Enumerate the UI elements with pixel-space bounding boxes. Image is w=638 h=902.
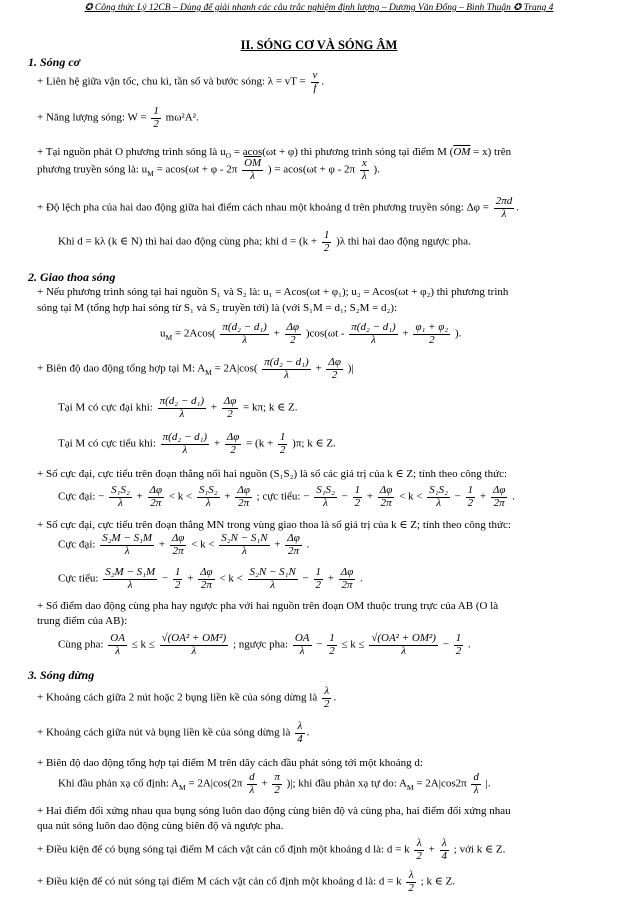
text-line: + Biên độ dao động tổng hợp tại điểm M trên dây cách đầu phát sóng tới một khoảng d: (37, 757, 423, 769)
text-line: + Tại nguồn phát O phương trình sóng là $u_O = acos(\omega t + \varphi)$ thì phương trình sóng tại điểm M $(\overline{OM} = x)$ trên (37, 146, 512, 161)
page-header: ✪ Công thức Lý 12CB – Dùng để giải nhanh các câu trắc nghiệm định lượng – Dương Văn Đổng – Bình Thuận ✪ Trang 4 (84, 3, 554, 13)
text-line: + Số cực đại, cực tiểu trên đoạn thẳng MN trong vùng giao thoa là số giá trị của k ∈ Z; tính theo công thức: (37, 519, 511, 531)
formula-line: Cực đại: $\frac{\text{S₂M − S₁M}}{\lambda}$ + $\frac{\Delta\varphi}{2\pi}$ < k < $\frac{\text{S₂N − S₁N}}{\lambda}$ + $\frac{\Delta\varphi}{2\pi}$ . (58, 532, 310, 557)
text-line: + Nếu phương trình sóng tại hai nguồn S₁ và S₂ là: u₁ = Acos(ωt + φ₁); u₂ = Acos(ωt + φ₂) thì phương trình (37, 286, 509, 298)
section-heading: 1. Sóng cơ (28, 55, 81, 69)
formula-line: Cực tiểu: $\frac{\text{S₂M − S₁M}}{\lambda}$ − $\frac{1}{2}$ + $\frac{\Delta\varphi}{2\pi}$ < k < $\frac{\text{S₂N − S₁N}}{\lambda}$ − $\frac{1}{2}$ + $\frac{\Delta\varphi}{2\pi}$ . (58, 566, 363, 591)
page-title: II. SÓNG CƠ VÀ SÓNG ÂM (240, 38, 398, 52)
text-line: + Năng lượng sóng: W = $\frac{1}{2}$ mω²A². (37, 105, 199, 130)
formula-line: Tại M có cực đại khi: $\frac{\text{π(d₂ − d₁)}}{\lambda}$ + $\frac{\Delta\varphi}{2}$ = kπ; k ∈ Z. (58, 395, 298, 420)
section-heading: 3. Sóng dừng (28, 668, 95, 682)
text-line: + Số điểm dao động cùng pha hay ngược pha với hai nguồn trên đoạn OM thuộc trung trực của AB (O là (37, 600, 499, 612)
formula-line: + Biên độ dao động tổng hợp tại M: $A_M = 2A|\cos$( $\frac{\text{π(d₂ − d₁)}}{\lambda}$ + $\frac{\Delta\varphi}{2}$ )| (37, 356, 354, 381)
text-line: Khi d = kλ (k ∈ N) thì hai dao động cùng pha; khi d = (k + $\frac{1}{2}$ )λ thì hai dao động ngược pha. (58, 229, 471, 254)
section-heading: 2. Giao thoa sóng (28, 270, 116, 284)
text-line: + Độ lệch pha của hai dao động giữa hai điểm cách nhau một khoảng d trên phương truyền sóng: Δφ = $\frac{2\pi d}{\lambda}$ . (37, 195, 520, 220)
text-line: qua nút sóng luôn dao động cùng biên độ và ngược pha. (37, 820, 284, 832)
formula-line: + Điều kiện để có bụng sóng tại điểm M cách vật cản cố định một khoảng d là: d = k $\frac{\lambda}{2}$ + $\frac{\lambda}{4}$ ; với k ∈ Z. (37, 837, 506, 862)
formula-line: Cùng pha: $\frac{OA}{\lambda}$ ≤ k ≤ $\frac{\text{√(OA² + OM²)}}{\lambda}$ ; ngược pha: $\frac{OA}{\lambda}$ − $\frac{1}{2}$ ≤ k ≤ $\frac{\text{√(OA² + OM²)}}{\lambda}$ − $\frac{1}{2}$ . (58, 632, 471, 657)
formula-line: + Điều kiện để có nút sóng tại điểm M cách vật cản cố định một khoảng d là: d = k $\frac{\lambda}{2}$ ; k ∈ Z. (37, 869, 456, 894)
formula-line: $u_M = 2Acos$( $\frac{\text{π(d₂ − d₁)}}{\lambda}$ + $\frac{\Delta\varphi}{2}$ )cos(ωt - $\frac{\text{π(d₂ − d₁)}}{\lambda}$ + $\frac{\text{φ₁ + φ₂}}{2}$ ). (160, 321, 462, 346)
text-line: + Liên hệ giữa vận tốc, chu kì, tần số và bước sóng: λ = vT = $\frac{v}{f}$ . (37, 69, 325, 94)
formula-line: Khi đầu phản xạ cố định: $A_M = 2A|\cos(2\pi$ $\frac{d}{\lambda}$ + $\frac{\pi}{2}$ )|; khi đầu phản xạ tự do: $A_M = 2A|\cos 2\pi$ $\frac{d}{\lambda}$ |. (58, 771, 491, 796)
formula-line: Cực đại: − $\frac{\text{S₁S₂}}{\lambda}$ + $\frac{\Delta\varphi}{2\pi}$ < k < $\frac{\text{S₁S₂}}{\lambda}$ + $\frac{\Delta\varphi}{2\pi}$ ; cực tiểu: − $\frac{\text{S₁S₂}}{\lambda}$ − $\frac{1}{2}$ + $\frac{\Delta\varphi}{2\pi}$ < k < $\frac{\text{S₁S₂}}{\lambda}$ − $\frac{1}{2}$ + $\frac{\Delta\varphi}{2\pi}$ . (58, 484, 515, 509)
text-line: trung điểm của AB): (37, 615, 128, 627)
text-line: + Khoảng cách giữa 2 nút hoặc 2 bụng liền kề của sóng dừng là $\frac{\lambda}{2}$ . (37, 685, 337, 710)
text-line: + Hai điểm đối xứng nhau qua bụng sóng luôn dao động cùng biên độ và cùng pha, hai điểm đối xứng nhau (37, 805, 511, 817)
text-line: + Số cực đại, cực tiểu trên đoạn thẳng nối hai nguồn (S₁S₂) là số các giá trị của k ∈ Z; tính theo công thức: (37, 468, 508, 480)
text-line: sóng tại M (tổng hợp hai sóng từ S₁ và S₂ truyền tới) là (với S₁M = d₁; S₂M = d₂): (37, 302, 398, 314)
text-line: + Khoảng cách giữa nút và bụng liền kề của sóng dừng là $\frac{\lambda}{4}$ . (37, 720, 310, 745)
formula-line: Tại M có cực tiểu khi: $\frac{\text{π(d₂ − d₁)}}{\lambda}$ + $\frac{\Delta\varphi}{2}$ = (k + $\frac{1}{2}$ )π; k ∈ Z. (58, 431, 336, 456)
text-line: phương truyền sóng là: $u_M = acos(\omega t + \varphi - 2\pi$ $\frac{\overline{OM}}{\lambda}$ ) = acos(ωt + φ - 2π $\frac{x}{\lambda}$ ). (37, 157, 380, 182)
